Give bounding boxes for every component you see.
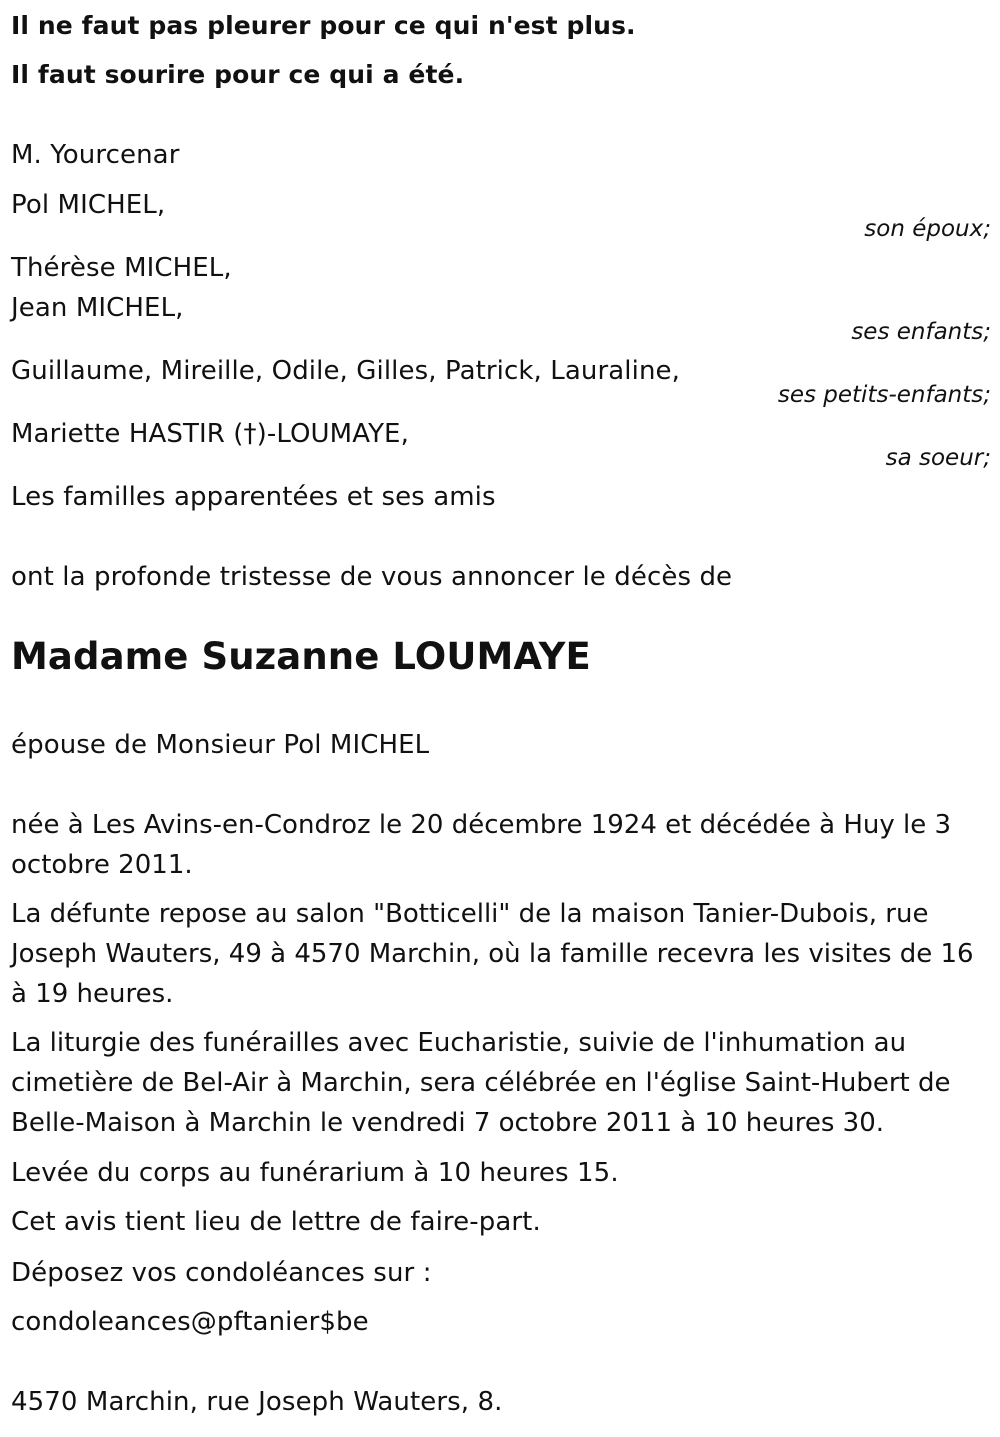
visitation-details: La défunte repose au salon "Botticelli" de la maison Tanier-Dubois, rue Joseph Wauters, 49 à 4570 Marchin, où la famille recevra les visites de 16 à 19 heures.: [11, 899, 974, 1009]
grandchildren-names: Guillaume, Mireille, Odile, Gilles, Patrick, Lauraline,: [11, 356, 680, 386]
deceased-name: Madame Suzanne LOUMAYE: [11, 635, 591, 678]
relatives-and-friends: Les familles apparentées et ses amis: [11, 482, 496, 512]
spouse-relation: son époux;: [864, 216, 991, 242]
quote-author: M. Yourcenar: [11, 140, 180, 170]
condolences-email: condoleances@pftanier$be: [11, 1307, 369, 1337]
body-removal-time: Levée du corps au funérarium à 10 heures 15.: [11, 1158, 619, 1188]
birth-death-details: née à Les Avins-en-Condroz le 20 décembre 1924 et décédée à Huy le 3 octobre 2011.: [11, 810, 952, 880]
liturgy-details: La liturgie des funérailles avec Eucharistie, suivie de l'inhumation au cimetière de Bel-Air à Marchin, sera célébrée en l'église Saint-Hubert de Belle-Maison à Marchin le vendredi 7 octobre 2011 à 10 heures 30.: [11, 1028, 951, 1138]
spouse-of: épouse de Monsieur Pol MICHEL: [11, 730, 430, 760]
sister-relation: sa soeur;: [885, 445, 991, 471]
notice-statement: Cet avis tient lieu de lettre de faire-part.: [11, 1207, 541, 1237]
child-name-1: Thérèse MICHEL,: [11, 253, 232, 283]
children-relation: ses enfants;: [851, 319, 991, 345]
announcement-text: ont la profonde tristesse de vous annoncer le décès de: [11, 562, 733, 592]
quote-line-2: Il faut sourire pour ce qui a été.: [11, 60, 465, 89]
spouse-name: Pol MICHEL,: [11, 190, 166, 220]
child-name-2: Jean MICHEL,: [11, 293, 184, 323]
grandchildren-relation: ses petits-enfants;: [777, 382, 991, 408]
condolences-label: Déposez vos condoléances sur :: [11, 1258, 432, 1288]
address: 4570 Marchin, rue Joseph Wauters, 8.: [11, 1387, 503, 1417]
quote-line-1: Il ne faut pas pleurer pour ce qui n'est plus.: [11, 11, 636, 40]
sister-name: Mariette HASTIR (†)-LOUMAYE,: [11, 419, 409, 449]
